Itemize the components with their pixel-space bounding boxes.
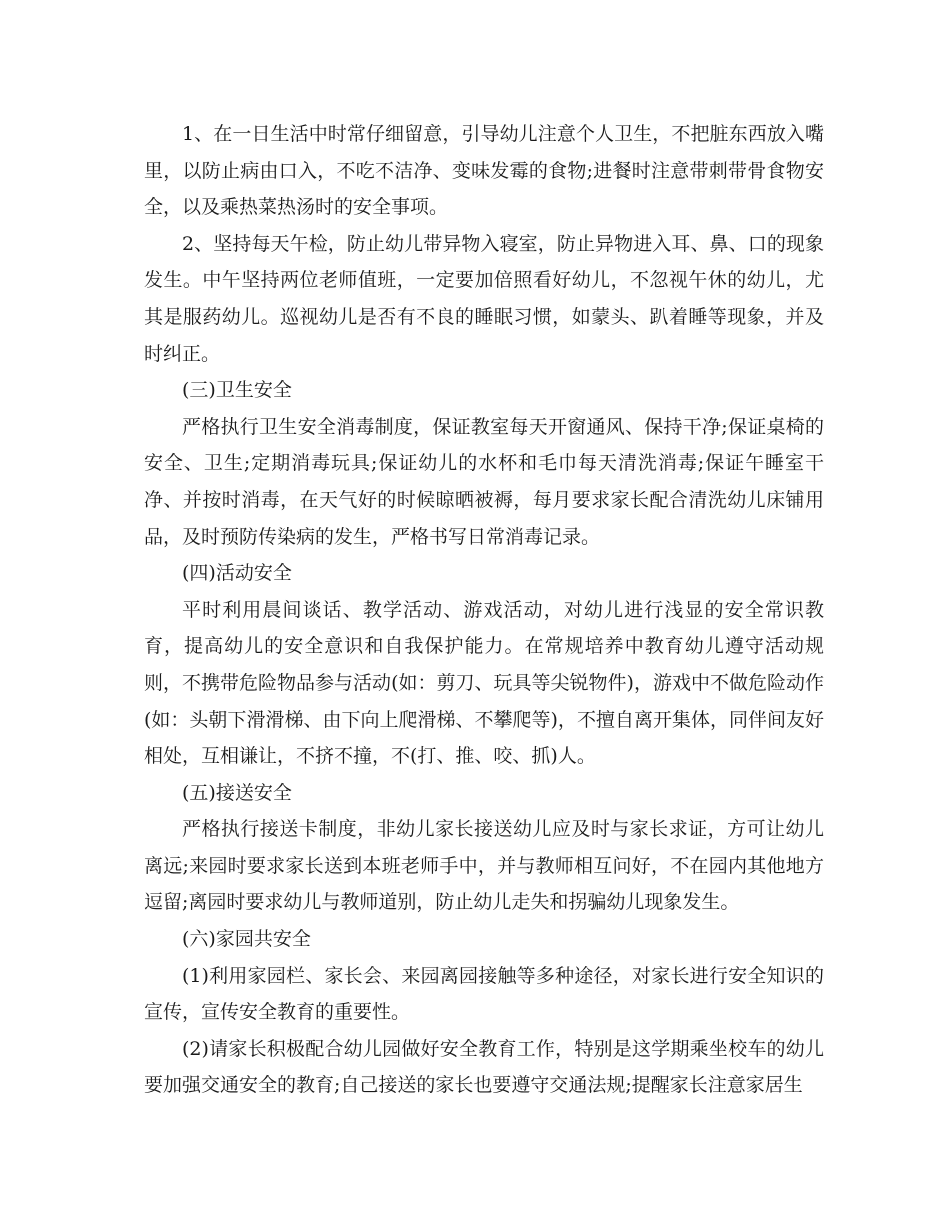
section-heading-health-safety: (三)卫生安全 (182, 379, 292, 402)
paragraph-parent-outreach: (1)利用家园栏、家长会、来园离园接触等多种途径，对家长进行安全知识的宣传，宣传安全教育的重要性。 (144, 964, 824, 1024)
paragraph-activity-rules: 平时利用晨间谈话、教学活动、游戏活动，对幼儿进行浅显的安全常识教育，提高幼儿的安全意识和自我保护能力。在常规培养中教育幼儿遵守活动规则，不携带危险物品参与活动(如：剪刀、玩具等尖锐物件)，游戏中不做危险动作(如：头朝下滑滑梯、由下向上爬滑梯、不攀爬等)，不擅自离开集体，同伴间友好相处，互相谦让，不挤不撞，不(打、推、咬、抓)人。 (144, 598, 824, 768)
paragraph-pickup-card: 严格执行接送卡制度，非幼儿家长接送幼儿应及时与家长求证，方可让幼儿离远;来园时要求家长送到本班老师手中，并与教师相互问好，不在园内其他地方逗留;离园时要求幼儿与教师道别，防止幼儿走失和拐骗幼儿现象发生。 (144, 818, 824, 914)
section-heading-home-school-safety: (六)家园共安全 (182, 928, 311, 951)
paragraph-parent-cooperation: (2)请家长积极配合幼儿园做好安全教育工作，特别是这学期乘坐校车的幼儿要加强交通安全的教育;自己接送的家长也要遵守交通法规;提醒家长注意家居生 (144, 1037, 824, 1097)
section-heading-pickup-safety: (五)接送安全 (182, 781, 292, 804)
paragraph-hygiene-daily: 1、在一日生活中时常仔细留意，引导幼儿注意个人卫生，不把脏东西放入嘴里，以防止病由口入，不吃不洁净、变味发霉的食物;进餐时注意带刺带骨食物安全，以及乘热菜热汤时的安全事项。 (144, 123, 824, 219)
paragraph-noon-check: 2、坚持每天午检，防止幼儿带异物入寝室，防止异物进入耳、鼻、口的现象发生。中午坚持两位老师值班，一定要加倍照看好幼儿，不忽视午休的幼儿，尤其是服药幼儿。巡视幼儿是否有不良的睡眠习惯，如蒙头、趴着睡等现象，并及时纠正。 (144, 232, 824, 365)
paragraph-disinfection: 严格执行卫生安全消毒制度，保证教室每天开窗通风、保持干净;保证桌椅的安全、卫生;定期消毒玩具;保证幼儿的水杯和毛巾每天清洗消毒;保证午睡室干净、并按时消毒，在天气好的时候晾晒被褥，每月要求家长配合清洗幼儿床铺用品，及时预防传染病的发生，严格书写日常消毒记录。 (144, 415, 824, 548)
document-page (144, 116, 824, 1104)
section-heading-activity-safety: (四)活动安全 (182, 562, 292, 585)
